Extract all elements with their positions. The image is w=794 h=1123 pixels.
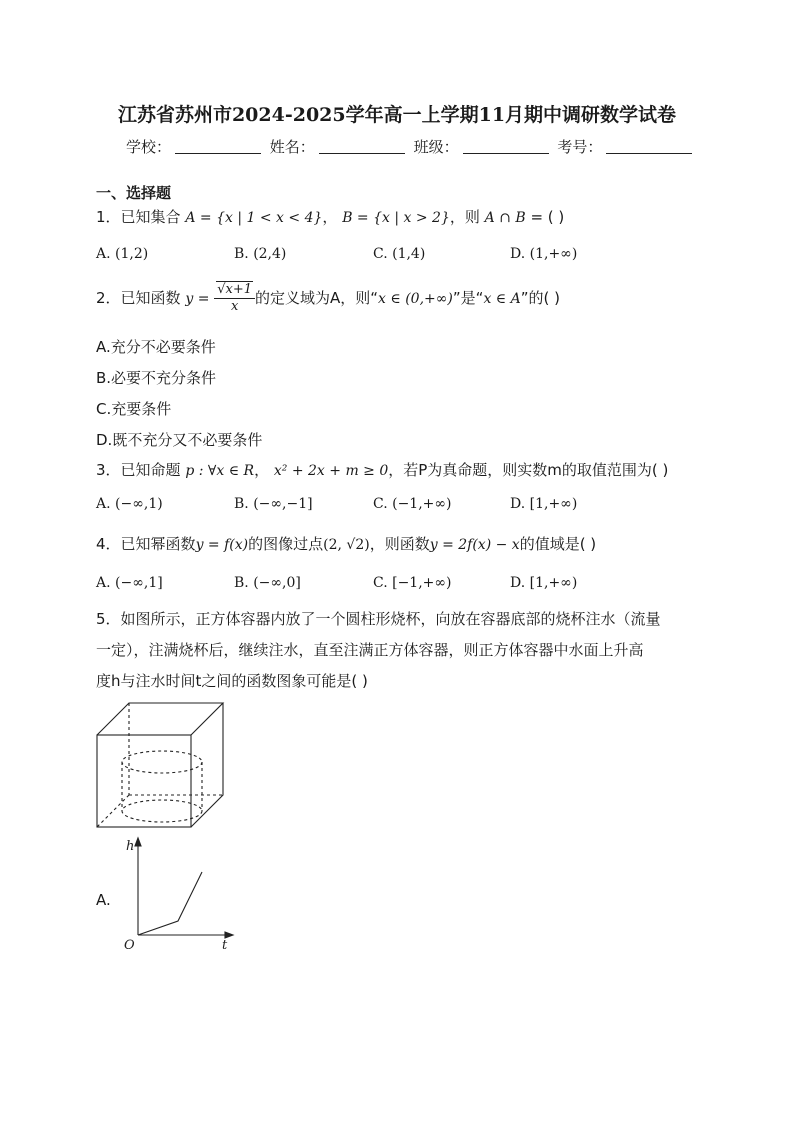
section-title: 一、选择题 <box>96 184 172 202</box>
origin-label: O <box>124 938 135 953</box>
q1-option-b[interactable]: B. (2,4) <box>234 246 287 262</box>
q4-option-c[interactable]: C. [−1,+∞) <box>373 575 452 591</box>
question-number: 1． <box>96 208 121 226</box>
question-number: 2． <box>96 289 121 307</box>
answer-paren: = ( ) <box>525 208 565 226</box>
q4-option-b[interactable]: B. (−∞,0] <box>234 575 301 591</box>
fraction-numerator: √x+1 <box>217 282 252 297</box>
question-text: ，若P为真命题，则实数m的取值范围为( ) <box>388 461 669 479</box>
inequality-expression: x² + 2x + m ≥ 0 <box>273 463 389 479</box>
q2-option-c[interactable]: C.充要条件 <box>96 400 172 418</box>
q4-option-a[interactable]: A. (−∞,1] <box>96 575 163 591</box>
school-blank[interactable] <box>175 153 261 154</box>
question-1 <box>96 207 564 228</box>
q5-option-a-label[interactable]: A. <box>96 891 111 909</box>
q2-option-d[interactable]: D.既不充分又不必要条件 <box>96 431 263 449</box>
graph-line <box>138 872 202 935</box>
intersection-expression: A ∩ B <box>484 210 526 226</box>
student-info-line <box>126 136 696 157</box>
function-expression: y = f(x) <box>195 537 249 553</box>
q3-option-a[interactable]: A. (−∞,1) <box>96 496 163 512</box>
answer-paren: ”的( ) <box>520 289 560 307</box>
question-text: 已知函数 <box>120 289 181 307</box>
school-label: 学校： <box>126 138 172 156</box>
question-number: 3． <box>96 461 121 479</box>
question-3 <box>96 460 668 481</box>
name-blank[interactable] <box>319 153 405 154</box>
q2-option-b[interactable]: B.必要不充分条件 <box>96 369 217 387</box>
question-text: 如图所示，正方体容器内放了一个圆柱形烧杯，向放在容器底部的烧杯注水（流量 <box>120 610 661 628</box>
question-text: 已知命题 <box>120 461 181 479</box>
set-b-expression: B = {x | x > 2} <box>342 210 450 226</box>
condition-2: x ∈ A <box>483 291 521 307</box>
question-text: ，则 <box>449 208 480 226</box>
question-5-line-2: 一定），注满烧杯后，继续注水，直至注满正方体容器，则正方体容器中水面上升高 <box>96 641 644 659</box>
question-number: 4． <box>96 535 121 553</box>
cube-with-cylinder-figure <box>94 700 228 830</box>
question-text: ”是“ <box>452 289 484 307</box>
point-expression: (2, √2) <box>323 537 370 553</box>
exam-title: 江苏省苏州市2024-2025学年高一上学期11月期中调研数学试卷 <box>117 104 677 126</box>
q3-option-d[interactable]: D. [1,+∞) <box>510 496 578 512</box>
q1-option-d[interactable]: D. (1,+∞) <box>510 246 578 262</box>
q3-option-c[interactable]: C. (−1,+∞) <box>373 496 452 512</box>
exam-number-label: 考号： <box>557 138 603 156</box>
y-axis-label: h <box>126 839 135 854</box>
q1-option-c[interactable]: C. (1,4) <box>373 246 426 262</box>
question-text: 已知幂函数 <box>120 535 196 553</box>
function-expression: y = 2f(x) − x <box>429 537 520 553</box>
exam-number-blank[interactable] <box>606 153 692 154</box>
y-axis-arrow <box>135 838 141 846</box>
question-5-line-3: 度h与注水时间t之间的函数图象可能是( ) <box>96 672 368 690</box>
question-5-line-1 <box>96 604 706 635</box>
q5-option-a-graph[interactable] <box>110 835 240 955</box>
question-text: ，则函数 <box>369 535 430 553</box>
question-5 <box>96 604 706 697</box>
q2-option-a[interactable]: A.充分不必要条件 <box>96 338 216 356</box>
question-number: 5． <box>96 610 121 628</box>
separator: ， <box>254 461 270 479</box>
cylinder <box>122 751 202 822</box>
name-label: 姓名： <box>269 138 315 156</box>
question-2 <box>96 282 560 315</box>
cube-right-face <box>191 703 223 827</box>
function-lhs: y = <box>185 291 210 307</box>
function-fraction <box>214 282 255 315</box>
x-axis-label: t <box>222 938 228 953</box>
separator: ， <box>322 208 338 226</box>
set-a-expression: A = {x | 1 < x < 4} <box>185 210 323 226</box>
question-text: 的定义域为A，则“ <box>255 289 379 307</box>
cube-top-face <box>97 703 223 735</box>
class-blank[interactable] <box>463 153 549 154</box>
class-label: 班级： <box>413 138 459 156</box>
q4-option-d[interactable]: D. [1,+∞) <box>510 575 578 591</box>
question-text: 已知集合 <box>120 208 181 226</box>
condition-1: x ∈ (0,+∞) <box>378 291 453 307</box>
q1-option-a[interactable]: A. (1,2) <box>96 246 149 262</box>
proposition-expression: p : ∀x ∈ R <box>185 463 255 479</box>
answer-paren: 的值域是( ) <box>519 535 597 553</box>
question-text: 的图像过点 <box>248 535 324 553</box>
fraction-denominator: x <box>230 299 239 314</box>
question-4 <box>96 534 596 555</box>
q3-option-b[interactable]: B. (−∞,−1] <box>234 496 313 512</box>
